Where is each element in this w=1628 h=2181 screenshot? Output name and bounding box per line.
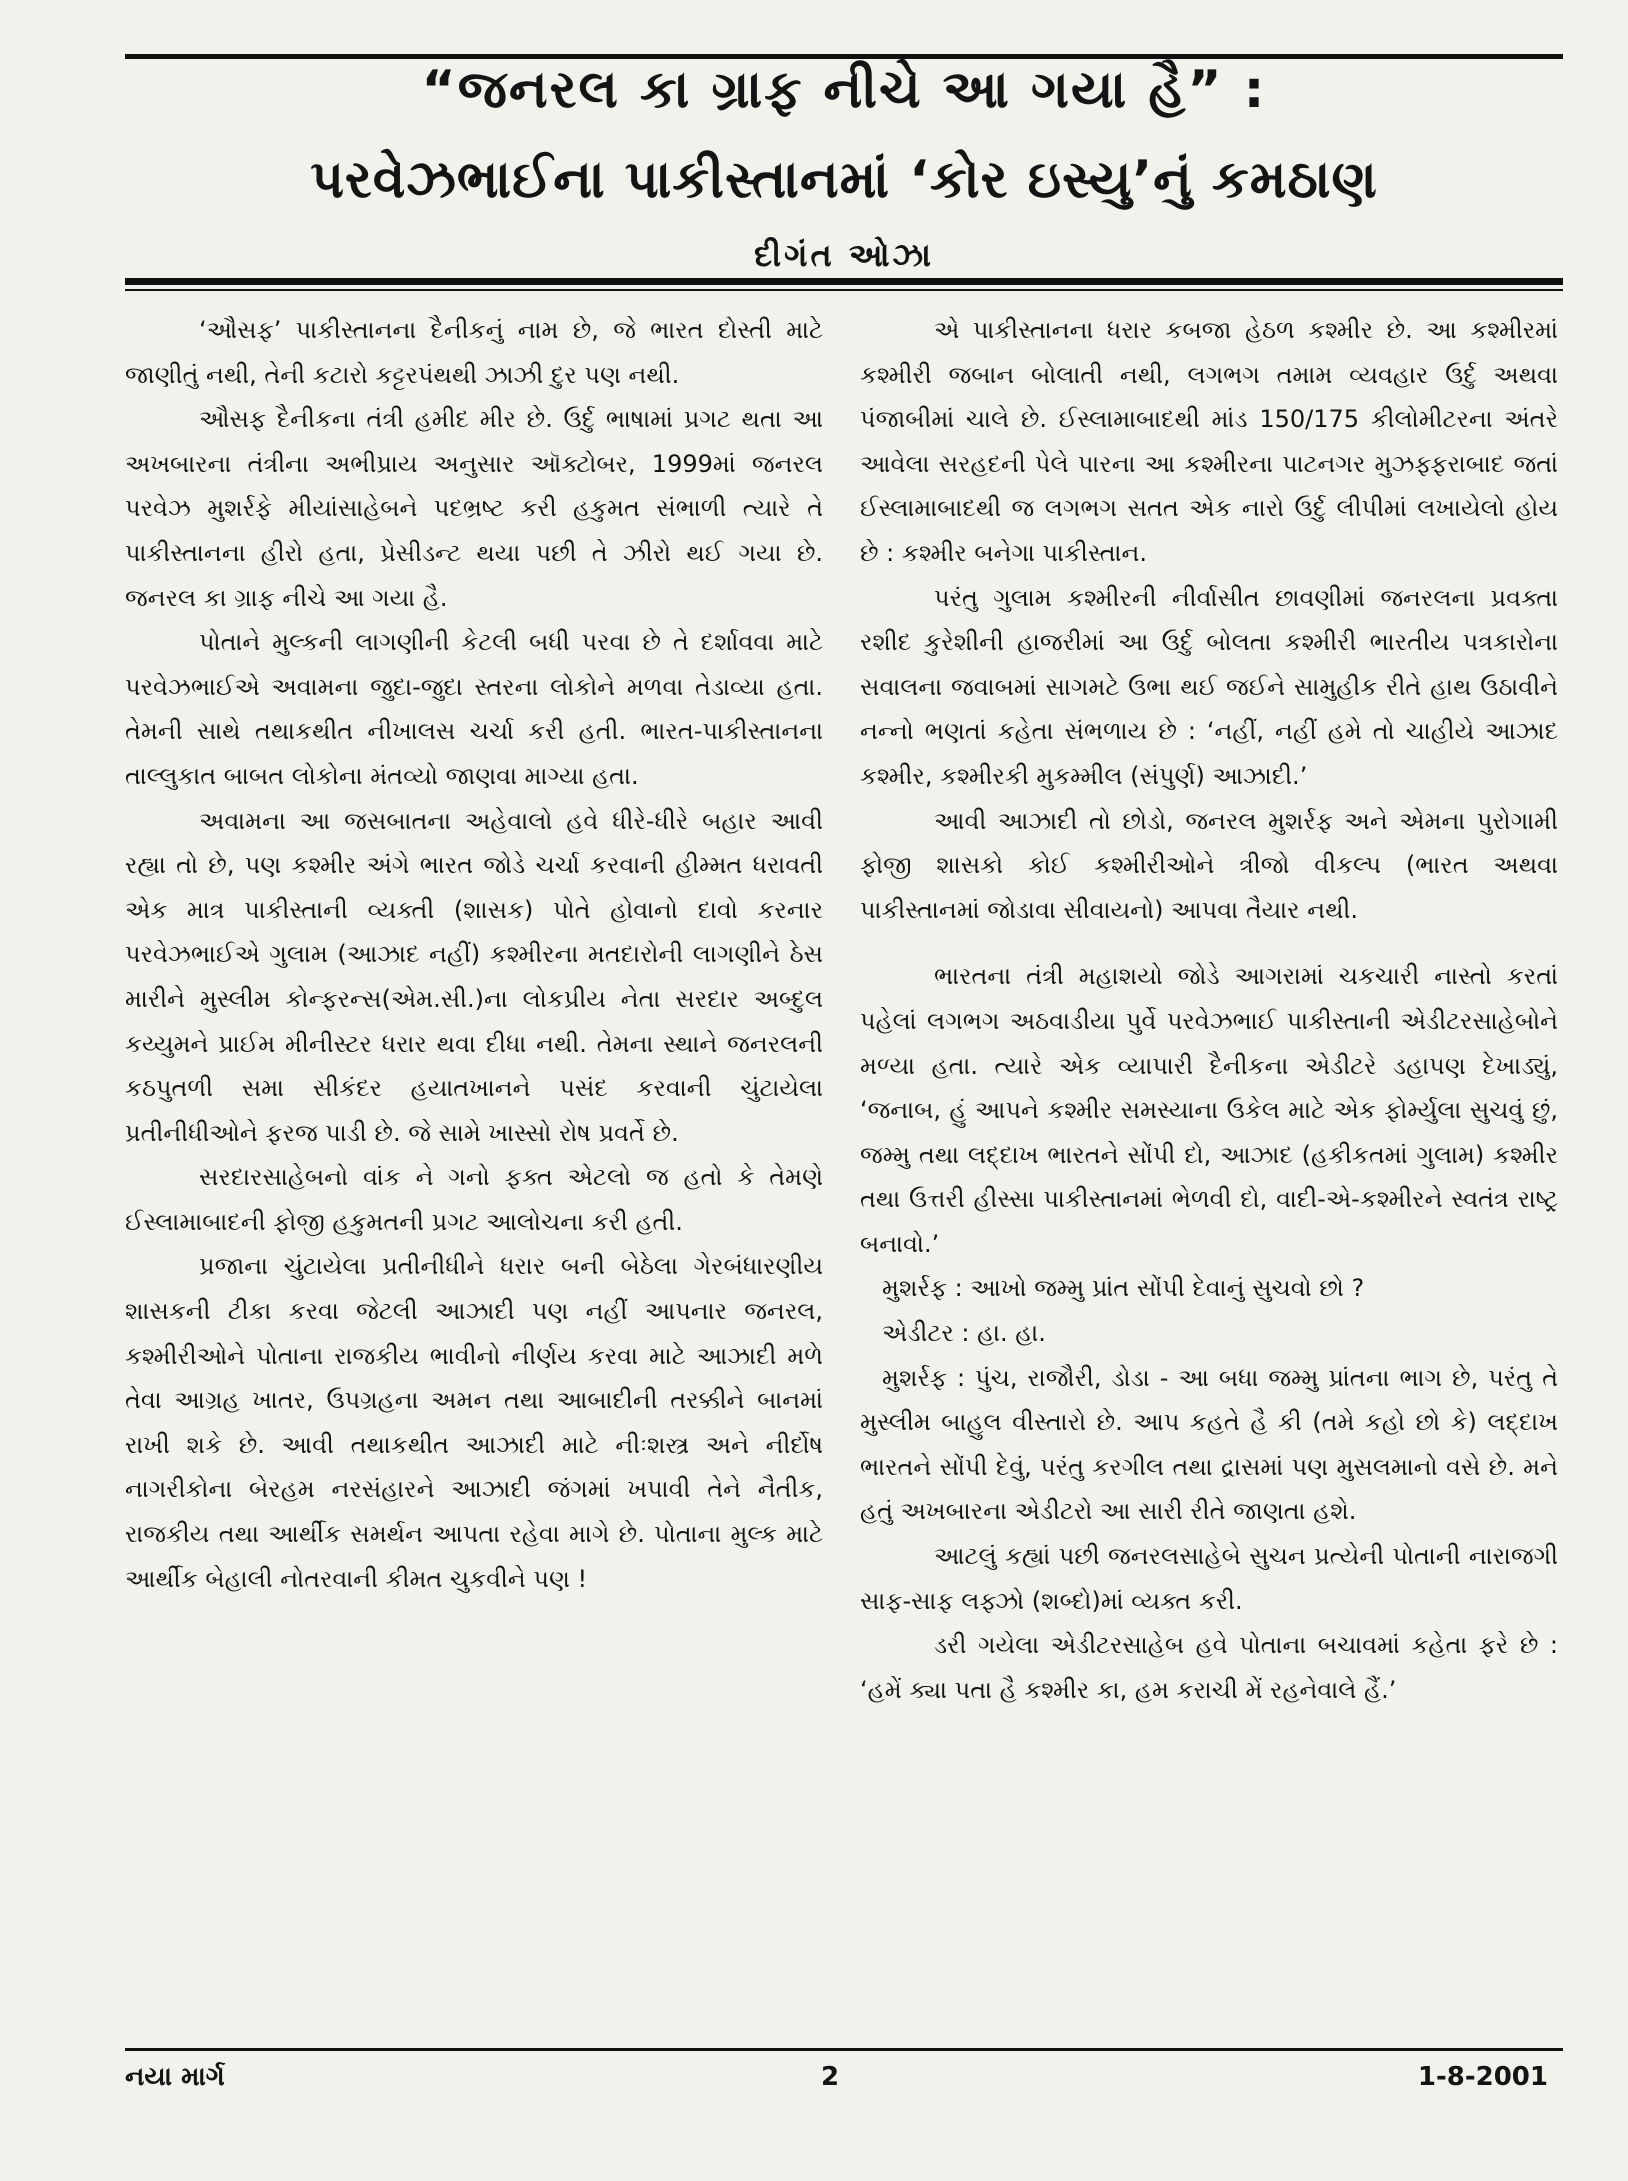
paragraph: આવી આઝાદી તો છોડો, જનરલ મુશર્રફ અને એમના પુરોગામી ફોજી શાસકો કોઈ કશ્મીરીઓને ત્રીજો વીકલ્પ (ભારત અથવા પાકીસ્તાનમાં જોડાવા સીવાયનો) આપવા તૈયાર નથી.: [860, 806, 1558, 924]
paragraph: પરંતુ ગુલામ કશ્મીરની નીર્વાસીત છાવણીમાં જનરલના પ્રવક્તા રશીદ કુરેશીની હાજરીમાં આ ઉર્દુ બોલતા કશ્મીરી ભારતીય પત્રકારોના સવાલના જવાબમાં સાગમટે ઉભા થઈ જઈને સામુહીક રીતે હાથ ઉઠાવીને નન્નો ભણતાં કહેતા સંભળાય છે : ‘નહીં, નહીં હમે તો ચાહીયે આઝાદ કશ્મીર, કશ્મીરકી મુકમ્મીલ (સંપુર્ણ) આઝાદી.’: [860, 583, 1558, 790]
paragraph: એ પાકીસ્તાનના ધરાર કબજા હેઠળ કશ્મીર છે. આ કશ્મીરમાં કશ્મીરી જબાન બોલાતી નથી, લગભગ તમામ વ્યવહાર ઉર્દુ અથવા પંજાબીમાં ચાલે છે. ઈસ્લામાબાદથી માંડ 150/175 કીલોમીટરના અંતરે આવેલા સરહદની પેલે પારના આ કશ્મીરના પાટનગર મુઝફ્ફરાબાદ જતાં ઈસ્લામાબાદથી જ લગભગ સતત એક નારો ઉર્દુ લીપીમાં લખાયેલો હોય છે : કશ્મીર બનેગા પાકીસ્તાન.: [860, 316, 1558, 567]
dialogue-line: મુશર્રફ : પુંચ, રાજૌરી, ડોડા - આ બધા જમ્મુ પ્રાંતના ભાગ છે, પરંતુ તે મુસ્લીમ બાહુલ વીસ્તારો છે. આપ કહતે હૈ કી (તમે કહો છો કે) લદ્દાખ ભારતને સોંપી દેવું, પરંતુ કરગીલ તથા દ્રાસમાં પણ મુસલમાનો વસે છે. મને હતું અખબારના એડીટરો આ સારી રીતે જાણતા હશે.: [860, 1363, 1558, 1526]
dialogue-line: એડીટર : હા. હા.: [882, 1319, 1046, 1348]
page-number: 2: [820, 2062, 840, 2092]
paragraph: આટલું કહ્યાં પછી જનરલસાહેબે સુચન પ્રત્યેની પોતાની નારાજગી સાફ-સાફ લફ્ઝો (શબ્દો)માં વ્યક્ત કરી.: [860, 1542, 1558, 1615]
headline-line-1: “જનરલ કા ગ્રાફ નીચે આ ગયા હૈ” :: [421, 60, 1267, 120]
paragraph: અવામના આ જસબાતના અહેવાલો હવે ધીરે-ધીરે બહાર આવી રહ્યા તો છે, પણ કશ્મીર અંગે ભારત જોડે ચર્ચા કરવાની હીમ્મત ધરાવતી એક માત્ર પાકીસ્તાની વ્યક્તી (શાસક) પોતે હોવાનો દાવો કરનાર પરવેઝભાઈએ ગુલામ (આઝાદ નહીં) કશ્મીરના મતદારોની લાગણીને ઠેસ મારીને મુસ્લીમ કોન્ફરન્સ(એમ.સી.)ના લોકપ્રીય નેતા સરદાર અબ્દુલ કય્યુમને પ્રાઈમ મીનીસ્ટર ધરાર થવા દીધા નથી. તેમના સ્થાને જનરલની કઠપુતળી સમા સીકંદર હયાતખાનને પસંદ કરવાની ચુંટાયેલા પ્રતીનીધીઓને ફરજ પાડી છે. જે સામે ખાસ્સો રોષ પ્રવર્તે છે.: [125, 806, 823, 1147]
byline-rule-thick: [125, 278, 1563, 285]
publication-name: નયા માર્ગ: [125, 2062, 225, 2092]
issue-date: 1-8-2001: [1417, 2062, 1548, 2092]
left-column: [125, 308, 823, 2038]
paragraph: સરદારસાહેબનો વાંક ને ગનો ફક્ત એટલો જ હતો કે તેમણે ઈસ્લામાબાદની ફોજી હકુમતની પ્રગટ આલોચના કરી હતી.: [125, 1163, 823, 1236]
footer-rule: [125, 2048, 1563, 2051]
dialogue-line: મુશર્રફ : આખો જમ્મુ પ્રાંત સોંપી દેવાનું સુચવો છો ?: [882, 1274, 1365, 1303]
paragraph: પ્રજાના ચુંટાયેલા પ્રતીનીધીને ધરાર બની બેઠેલા ગેરબંધારણીય શાસકની ટીકા કરવા જેટલી આઝાદી પણ નહીં આપનાર જનરલ, કશ્મીરીઓને પોતાના રાજકીય ભાવીનો નીર્ણય કરવા માટે આઝાદી મળે તેવા આગ્રહ ખાતર, ઉપગ્રહના અમન તથા આબાદીની તરક્કીને બાનમાં રાખી શકે છે. આવી તથાકથીત આઝાદી માટે નીઃશસ્ત્ર અને નીર્દોષ નાગરીકોના બેરહમ નરસંહારને આઝાદી જંગમાં ખપાવી તેને નૈતીક, રાજકીય તથા આર્થીક સમર્થન આપતા રહેવા માગે છે. પોતાના મુલ્ક માટે આર્થીક બેહાલી નોતરવાની કીમત ચુકવીને પણ !: [125, 1252, 823, 1593]
paragraph: ભારતના તંત્રી મહાશયો જોડે આગરામાં ચકચારી નાસ્તો કરતાં પહેલાં લગભગ અઠવાડીયા પુર્વે પરવેઝભાઈ પાકીસ્તાની એડીટરસાહેબોને મળ્યા હતા. ત્યારે એક વ્યાપારી દૈનીકના એડીટરે ડહાપણ દેખાડ્યું, ‘જનાબ, હું આપને કશ્મીર સમસ્યાના ઉકેલ માટે એક ફોર્મ્યુલા સુચવું છું, જમ્મુ તથા લદ્દાખ ભારતને સોંપી દો, આઝાદ (હકીકતમાં ગુલામ) કશ્મીર તથા ઉત્તરી હીસ્સા પાકીસ્તાનમાં ભેળવી દો, વાદી-એ-કશ્મીરને સ્વતંત્ર રાષ્ટ્ર બનાવો.’: [860, 962, 1558, 1258]
byline-rule-thin: [125, 289, 1563, 291]
top-rule: [125, 54, 1563, 59]
paragraph: પોતાને મુલ્કની લાગણીની કેટલી બધી પરવા છે તે દર્શાવવા માટે પરવેઝભાઈએ અવામના જુદા-જુદા સ્તરના લોકોને મળવા તેડાવ્યા હતા. તેમની સાથે તથાકથીત નીખાલસ ચર્ચા કરી હતી. ભારત-પાકીસ્તાનના તાલ્લુકાત બાબત લોકોના મંતવ્યો જાણવા માગ્યા હતા.: [125, 628, 823, 790]
byline: દીગંત ઓઝા: [754, 236, 934, 274]
right-column: [860, 308, 1558, 2038]
paragraph: ઔસફ દૈનીકના તંત્રી હમીદ મીર છે. ઉર્દુ ભાષામાં પ્રગટ થતા આ અખબારના તંત્રીના અભીપ્રાય અનુસાર ઑક્ટોબર, 1999માં જનરલ પરવેઝ મુશર્રફે મીયાંસાહેબને પદભ્રષ્ટ કરી હકુમત સંભાળી ત્યારે તે પાકીસ્તાનના હીરો હતા, પ્રેસીડન્ટ થયા પછી તે ઝીરો થઈ ગયા છે. જનરલ કા ગ્રાફ નીચે આ ગયા હૈ.: [125, 405, 823, 612]
paragraph: ડરી ગયેલા એડીટરસાહેબ હવે પોતાના બચાવમાં કહેતા ફરે છે : ‘હમેં ક્યા પતા હૈ કશ્મીર કા, હમ કરાચી મેં રહનેવાલે હૈં.’: [860, 1631, 1558, 1704]
paragraph: ‘ઔસફ’ પાકીસ્તાનના દૈનીકનું નામ છે, જે ભારત દોસ્તી માટે જાણીતું નથી, તેની કટારો કટ્ટરપંથથી ઝાઝી દુર પણ નથી.: [125, 316, 823, 389]
headline-line-2: પરવેઝભાઈના પાકીસ્તાનમાં ‘કોર ઇસ્યુ’નું કમઠાણ: [310, 150, 1378, 210]
